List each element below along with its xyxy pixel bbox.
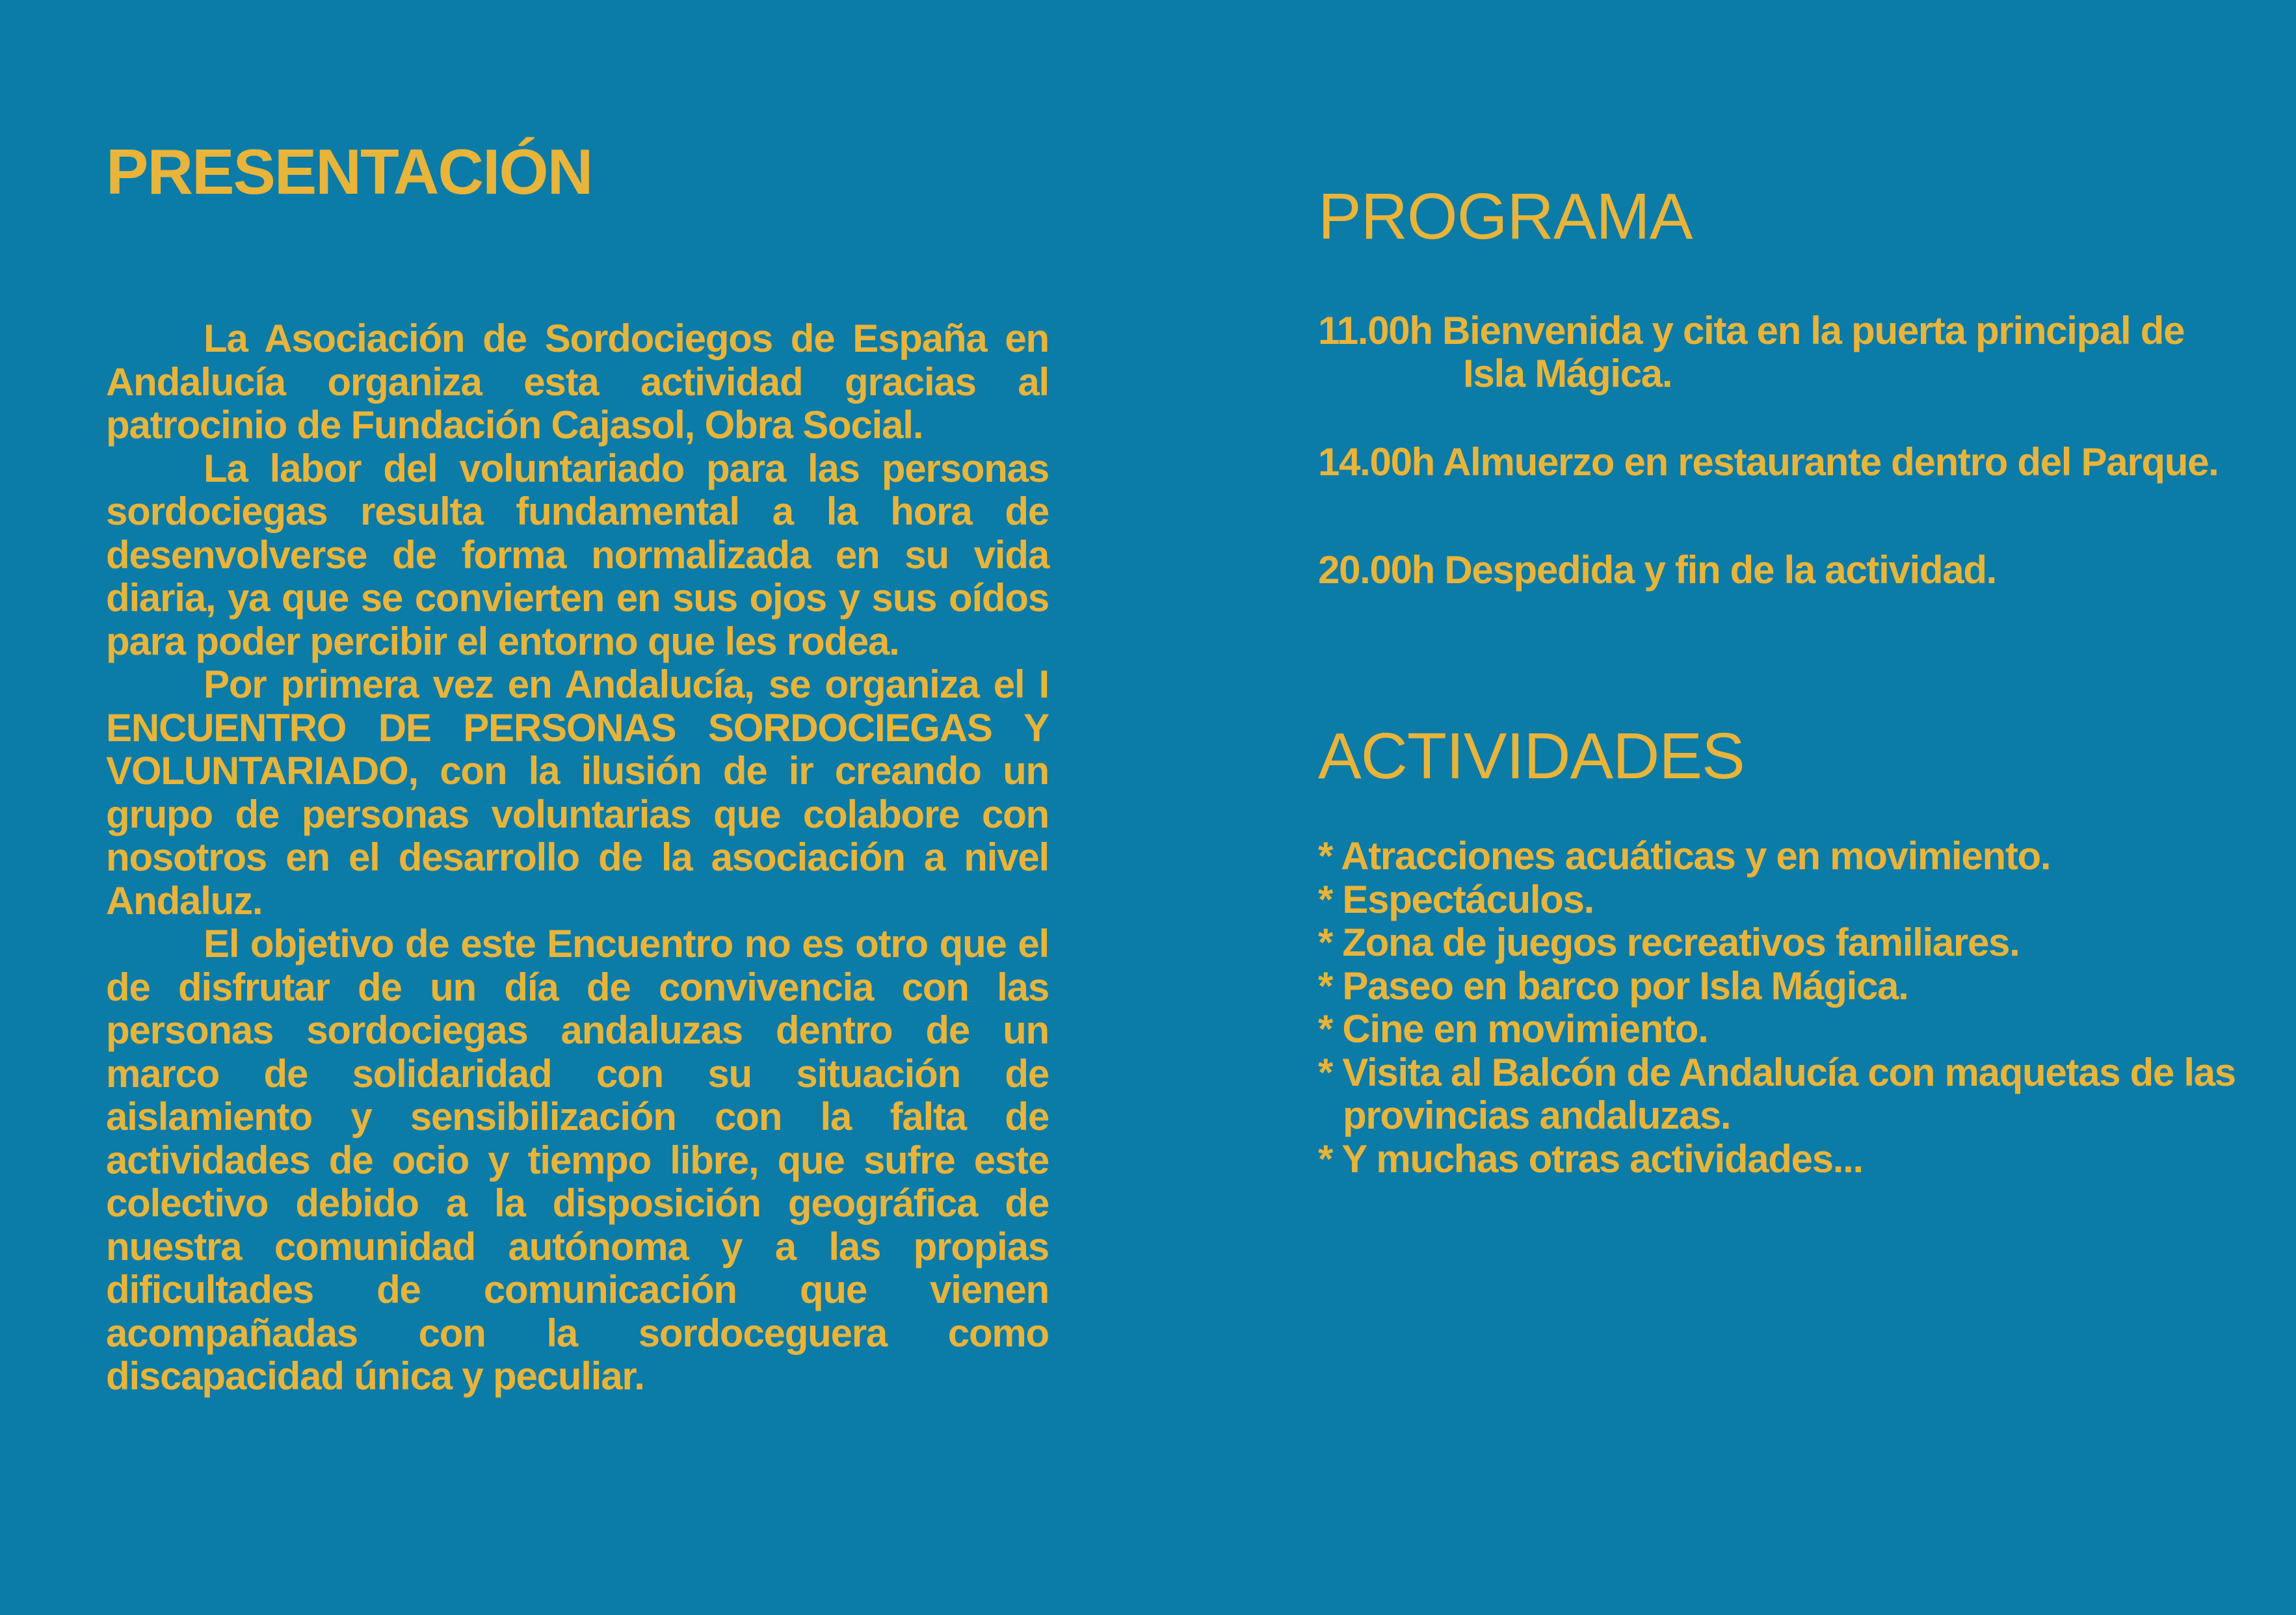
actividad-item: * Cine en movimiento. — [1318, 1007, 1708, 1051]
actividad-item: * Atracciones acuáticas y en movimiento. — [1318, 834, 2051, 878]
presentacion-title: PRESENTACIÓN — [106, 136, 592, 207]
programa-item: 20.00h Despedida y fin de la actividad. — [1318, 548, 1997, 592]
actividad-item: * Paseo en barco por Isla Mágica. — [1318, 964, 1908, 1008]
presentacion-paragraph: La Asociación de Sordociegos de España en Andalucía organiza esta actividad gracias al patrocinio de Fundación Cajasol, Obra Social. — [106, 317, 1049, 447]
actividad-item: * Y muchas otras actividades... — [1318, 1136, 1863, 1181]
actividades-list — [1318, 835, 2254, 1181]
actividad-item: * Visita al Balcón de Andalucía con maquetas de las provincias andaluzas. — [1318, 1050, 2236, 1137]
actividades-title: ACTIVIDADES — [1318, 720, 1745, 793]
programa-item: 11.00h Bienvenida y cita en la puerta principal de Isla Mágica. — [1318, 309, 2185, 395]
presentacion-paragraph: Por primera vez en Andalucía, se organiza el I ENCUENTRO DE PERSONAS SORDOCIEGAS Y VOLUNTARIADO, con la ilusión de ir creando un grupo de personas voluntarias que colabore con nosotros en el desarrollo de la asociación a nivel Andaluz. — [106, 663, 1049, 923]
presentacion-body — [106, 317, 1049, 1398]
actividad-item: * Zona de juegos recreativos familiares. — [1318, 921, 2020, 964]
presentacion-paragraph: La labor del voluntariado para las personas sordociegas resulta fundamental a la hora de desenvolverse de forma normalizada en su vida diaria, ya que se convierten en sus ojos y sus oídos para poder percibir el entorno que les rodea. — [106, 446, 1049, 663]
programa-title: PROGRAMA — [1318, 180, 1693, 253]
programa-item: 14.00h Almuerzo en restaurante dentro del Parque. — [1318, 440, 2219, 484]
actividad-item: * Espectáculos. — [1318, 877, 1594, 921]
presentacion-paragraph: El objetivo de este Encuentro no es otro que el de disfrutar de un día de convivencia con las personas sordociegas andaluzas dentro de un marco de solidaridad con su situación de aislamiento y sensibilización con la falta de actividades de ocio y tiempo libre, que sufre este colectivo debido a la disposición geográfica de nuestra comunidad autónoma y a las propias dificultades de comunicación que vienen acompañadas con la sordoceguera como discapacidad única y peculiar. — [106, 922, 1049, 1398]
